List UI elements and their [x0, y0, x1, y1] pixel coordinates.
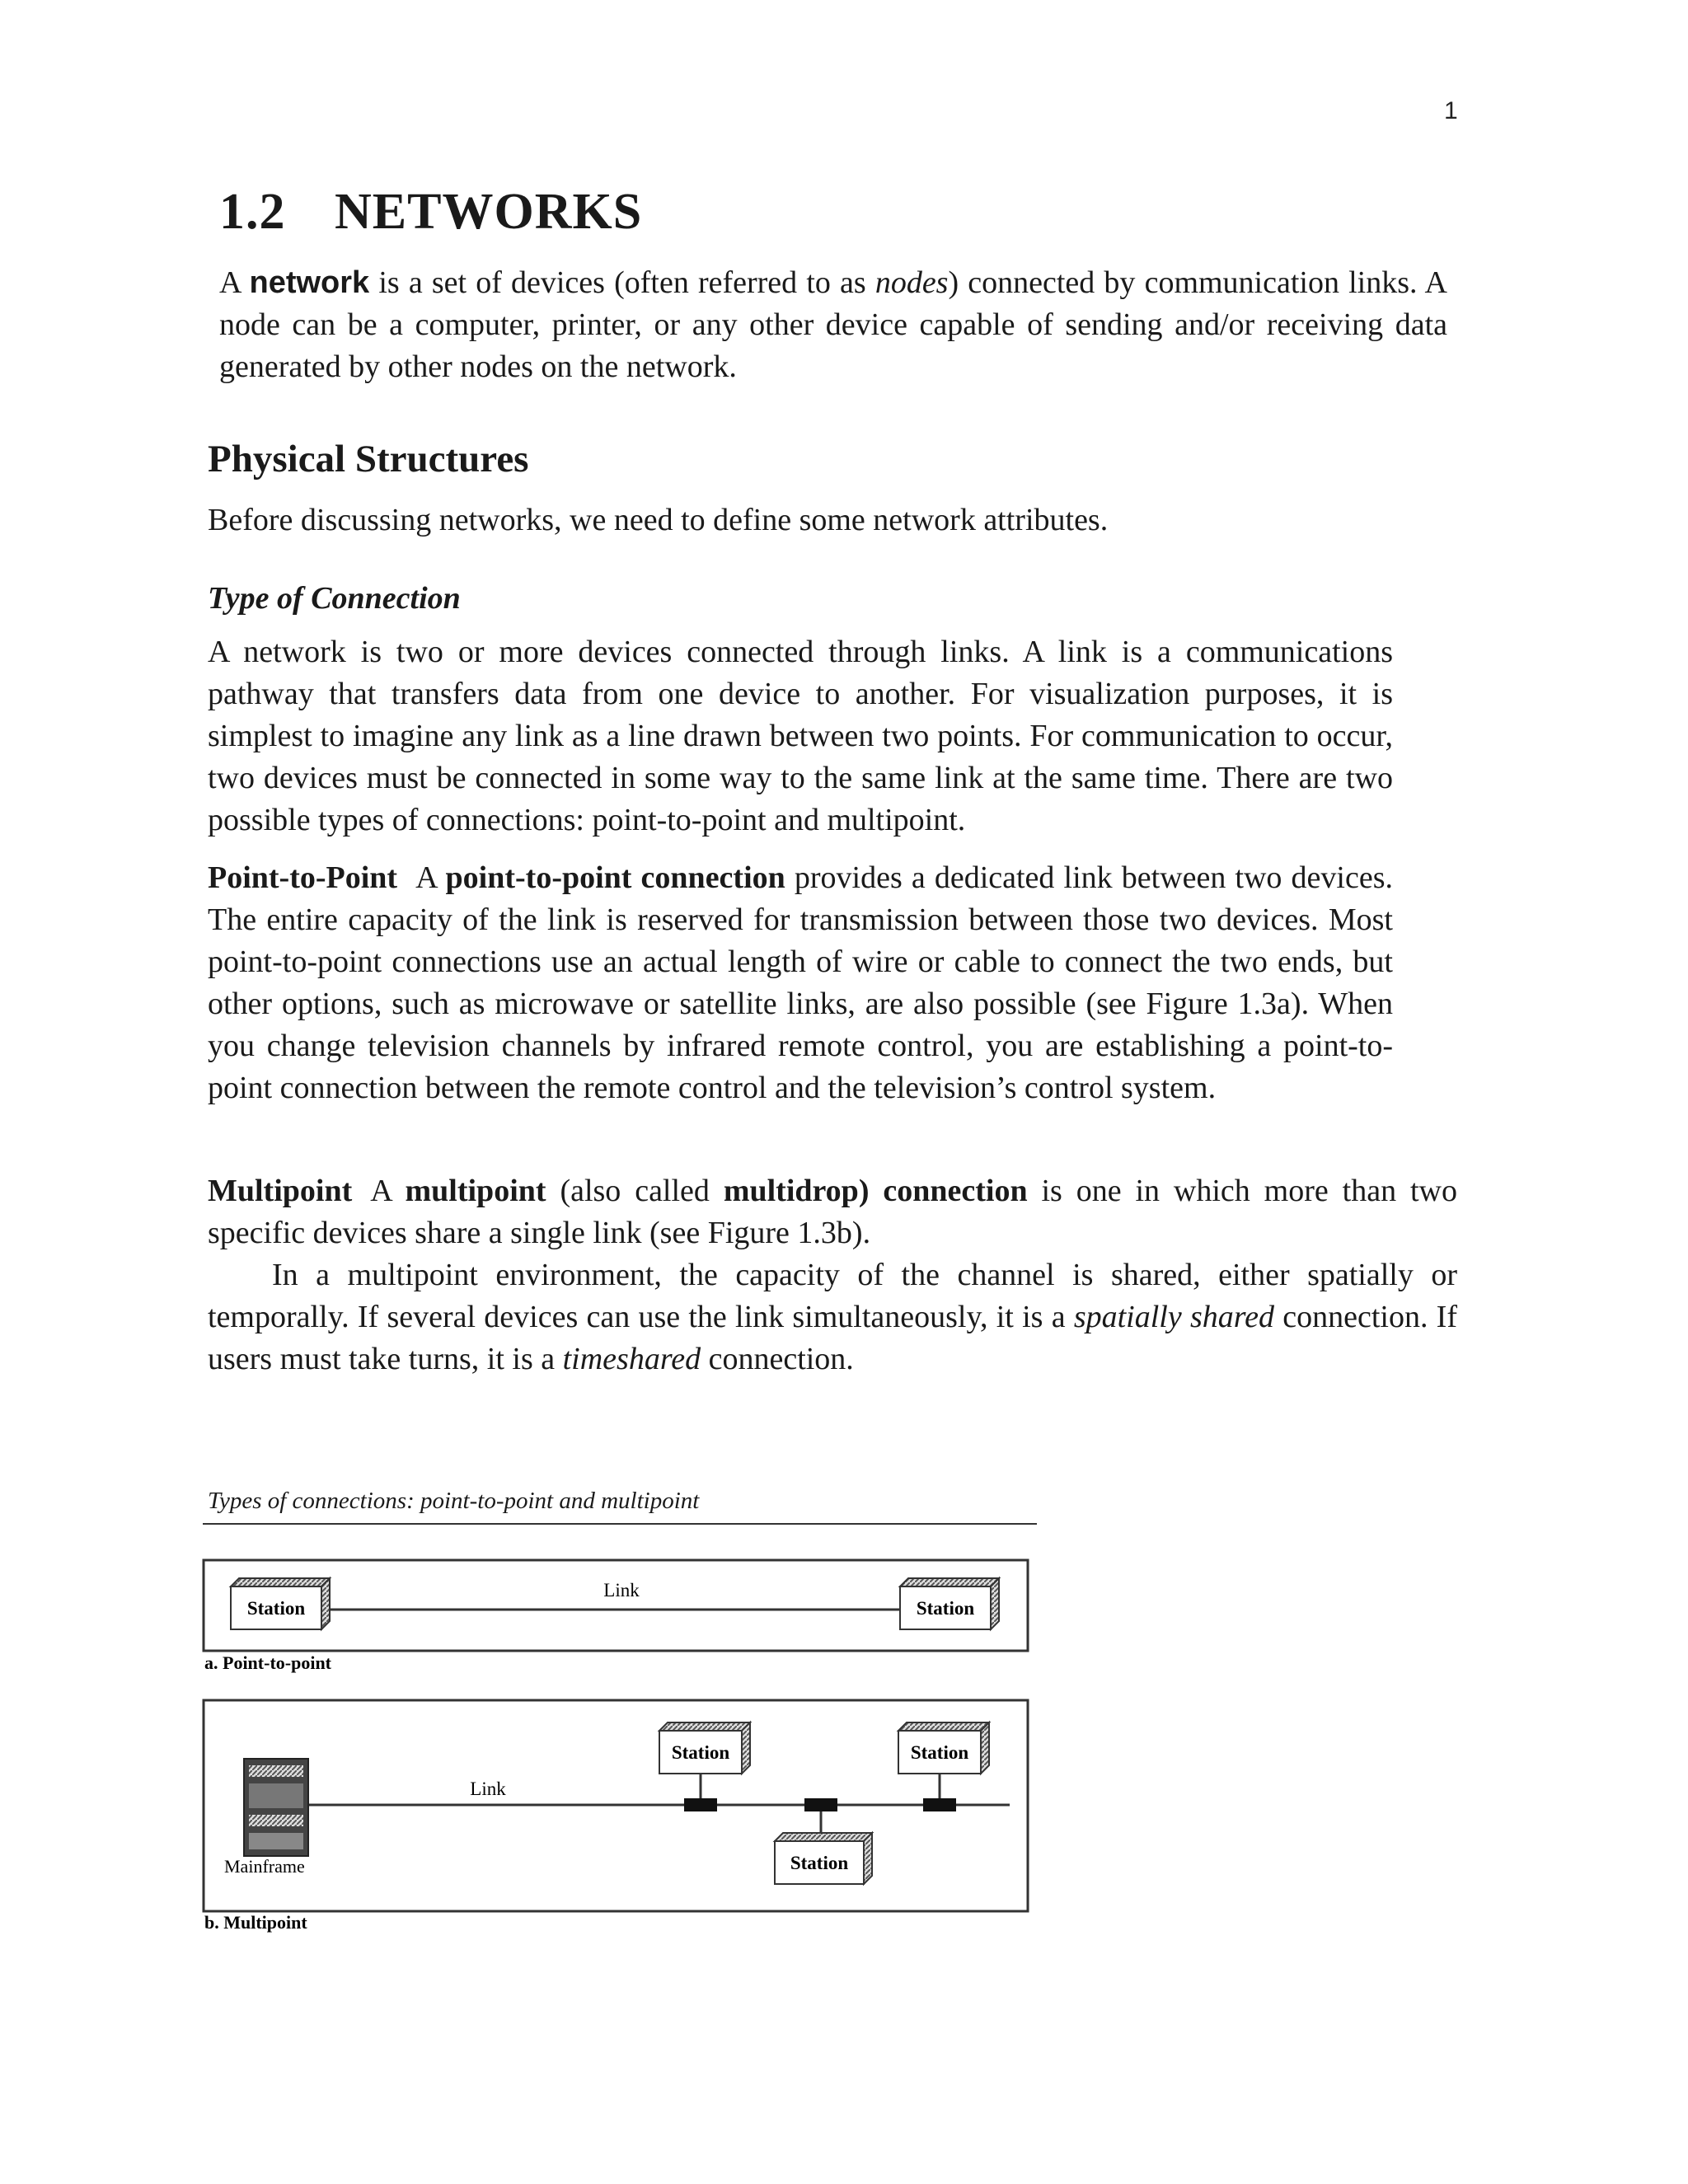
tap-1	[684, 1798, 717, 1811]
physical-structures-text: Before discussing networks, we need to define some network attributes.	[208, 503, 1109, 537]
station-left	[231, 1578, 330, 1629]
station-right-top	[900, 1578, 999, 1586]
station-2-top	[898, 1722, 989, 1731]
section-number: 1.2	[219, 184, 286, 240]
station-left-side	[321, 1578, 330, 1629]
station-right-label: Station	[916, 1598, 975, 1619]
mainframe	[224, 1759, 308, 1877]
multipoint-link-label: Link	[470, 1779, 506, 1799]
multipoint-runin: Multipoint	[208, 1174, 353, 1208]
mainframe-label: Mainframe	[224, 1856, 305, 1877]
station-3	[775, 1833, 872, 1884]
term-multipoint: multipoint	[405, 1174, 546, 1208]
station-left-top	[231, 1578, 330, 1586]
station-1-label: Station	[671, 1742, 730, 1763]
type-of-connection-heading: Type of Connection	[208, 581, 461, 616]
intro-paragraph: A network is a set of devices (often referred to as nodes) connected by communication links. A node can be a computer, printer, or any other device capable of sending and/or receiving data generated by other nodes on the network.	[219, 265, 1447, 384]
figure-caption: Types of connections: point-to-point and multipoint	[208, 1488, 700, 1514]
mainframe-lower-panel	[249, 1815, 303, 1826]
station-left-label: Station	[246, 1598, 306, 1619]
term-network: network	[249, 265, 370, 300]
station-2-label: Station	[910, 1742, 969, 1763]
station-right	[900, 1578, 999, 1629]
mainframe-base-panel	[249, 1833, 303, 1849]
panel-b-label: b. Multipoint	[204, 1912, 307, 1933]
station-right-side	[991, 1578, 999, 1629]
panel-point-to-point	[204, 1560, 1028, 1651]
panel-multipoint	[204, 1700, 1028, 1911]
station-2-side	[981, 1722, 989, 1774]
term-point-to-point-connection: point-to-point connection	[445, 860, 785, 895]
station-3-top	[775, 1833, 872, 1841]
physical-structures-heading: Physical Structures	[208, 438, 529, 480]
term-timeshared: timeshared	[562, 1342, 701, 1376]
tap-2	[804, 1798, 837, 1811]
mainframe-top-panel	[249, 1765, 303, 1777]
type-of-connection-text: A network is two or more devices connected through links. A link is a communications pathway that transfers data from one device to another. For visualization purposes, it is simplest to imagine any link as a line drawn between two points. For communication to occur, two devices must be connected in some way to the same link at the same time. There are two possible types of connections: point-to-point and multipoint.	[208, 635, 1393, 837]
point-to-point-link-label: Link	[603, 1580, 640, 1601]
station-1	[659, 1722, 750, 1774]
station-3-label: Station	[790, 1853, 849, 1873]
mainframe-middle-panel	[249, 1783, 303, 1808]
station-1-top	[659, 1722, 750, 1731]
point-to-point-runin: Point-to-Point	[208, 860, 398, 895]
station-1-side	[742, 1722, 750, 1774]
term-nodes: nodes	[874, 265, 949, 300]
page-number: 1	[1444, 97, 1458, 124]
station-3-side	[864, 1833, 872, 1884]
term-spatially-shared: spatially shared	[1073, 1300, 1274, 1334]
tap-3	[923, 1798, 956, 1811]
panel-a-label: a. Point-to-point	[204, 1652, 331, 1673]
point-to-point-paragraph: Point-to-Point A point-to-point connection provides a dedicated link between two devices. The entire capacity of the link is reserved for transmission between those two devices. Most point-to-point connections use an actual length of wire or cable to connect the two ends, but other options, such as microwave or satellite links, are also possible (see Figure 1.3a). When you change television channels by infrared remote control, you are establishing a point-to-point connection between the remote control and the television’s control system.	[208, 860, 1393, 1105]
section-title-text: NETWORKS	[335, 184, 643, 240]
station-2	[898, 1722, 989, 1774]
multipoint-second-paragraph: In a multipoint environment, the capacity of the channel is shared, either spatially or temporally. If several devices can use the link simultaneously, it is a spatially shared connection. If users must take turns, it is a timeshared connection.	[208, 1258, 1457, 1376]
term-multidrop-connection: multidrop) connection	[723, 1174, 1028, 1208]
multipoint-paragraph: Multipoint A multipoint (also called multidrop) connection is one in which more than two specific devices share a single link (see Figure 1.3b). In a multipoint environment, the capacity of the channel is shared, either spatially or temporally. If several devices can use the link simultaneously, it is a spatially shared connection. If users must take turns, it is a timeshared connection.	[208, 1170, 1457, 1380]
